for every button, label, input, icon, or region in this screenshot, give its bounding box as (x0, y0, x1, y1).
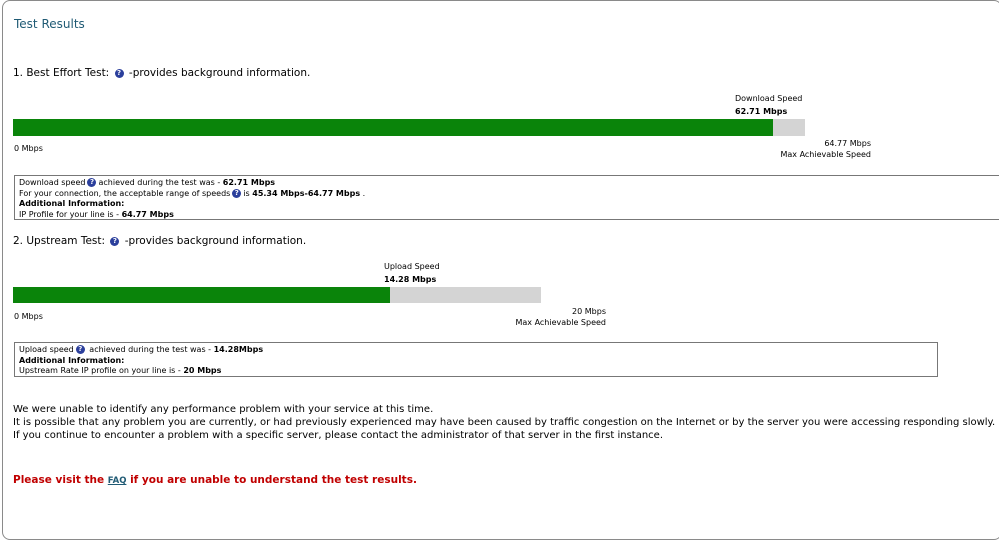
upload-info-text: Upload speed (19, 345, 74, 354)
download-speed-label: Download Speed (735, 94, 803, 103)
upload-progress-fill (13, 287, 390, 303)
upstream-heading: 2. Upstream Test: (13, 235, 106, 247)
upload-max-label: Max Achievable Speed (515, 318, 606, 327)
page-title: Test Results (14, 17, 85, 31)
upload-info-value: 14.28Mbps (213, 345, 264, 354)
download-info-line (15, 178, 999, 189)
upload-speed-label: Upload Speed (384, 262, 440, 271)
faq-message (13, 474, 417, 486)
summary-line-1: We were unable to identify any performance problem with your service at this time. (13, 404, 434, 415)
download-info-box (14, 175, 999, 220)
upstream-heading-row (13, 235, 306, 247)
faq-message-text: if you are unable to understand the test results. (126, 474, 417, 486)
ip-profile-value: 64.77 Mbps (121, 209, 174, 219)
best-effort-heading-row (13, 67, 310, 79)
acceptable-range-line (15, 189, 999, 200)
acceptable-range-value: 45.34 Mbps-64.77 Mbps (252, 188, 361, 198)
upload-info-line (15, 345, 937, 356)
acceptable-range-suffix: . (360, 188, 366, 198)
upload-max-value: 20 Mbps (572, 307, 606, 316)
best-effort-heading: 1. Best Effort Test: (13, 67, 110, 79)
download-max-label: Max Achievable Speed (780, 150, 871, 159)
upstream-profile-line (15, 366, 937, 377)
summary-line-2: It is possible that any problem you are currently, or had previously experienced may have been caused by traffic congestion on the Internet or by the server you were accessing responding slowly. (13, 417, 996, 428)
best-effort-help-text: -provides background information. (128, 67, 311, 79)
upstream-help-text: -provides background information. (124, 235, 307, 247)
download-info-value: 62.71 Mbps (222, 178, 276, 187)
ip-profile-line (15, 210, 999, 221)
upload-info-text: achieved during the test was - (86, 345, 214, 354)
upload-min-label: 0 Mbps (14, 312, 43, 321)
download-info-text: achieved during the test was - (98, 178, 223, 187)
upstream-profile-text: Upstream Rate IP profile on your line is - (19, 366, 184, 375)
download-info-text: Download speed (19, 178, 86, 187)
download-progress-fill (13, 119, 773, 136)
ip-profile-text: IP Profile for your line is - (19, 209, 122, 219)
help-icon[interactable]: ? (76, 345, 85, 354)
faq-message-text: Please visit the (13, 474, 108, 486)
upload-speed-value: 14.28 Mbps (384, 275, 437, 284)
download-progress-track (13, 119, 805, 136)
help-icon[interactable]: ? (110, 237, 119, 246)
download-max-value: 64.77 Mbps (824, 139, 871, 148)
help-icon[interactable]: ? (87, 178, 96, 187)
download-min-label: 0 Mbps (14, 144, 43, 153)
additional-info-heading: Additional Information: (19, 199, 125, 208)
upstream-profile-value: 20 Mbps (183, 366, 222, 375)
help-icon[interactable]: ? (232, 189, 241, 198)
results-panel-frame (2, 0, 999, 540)
acceptable-range-text: is (243, 188, 253, 198)
help-icon[interactable]: ? (115, 69, 124, 78)
faq-link[interactable]: FAQ (107, 476, 127, 486)
upload-info-box (14, 342, 938, 377)
upload-progress-track (13, 287, 541, 303)
download-speed-value: 62.71 Mbps (735, 107, 788, 116)
acceptable-range-text: For your connection, the acceptable range of speeds (19, 188, 231, 198)
summary-line-3: If you continue to encounter a problem with a specific server, please contact the administrator of that server in the first instance. (13, 430, 663, 441)
additional-info-heading: Additional Information: (19, 355, 125, 365)
